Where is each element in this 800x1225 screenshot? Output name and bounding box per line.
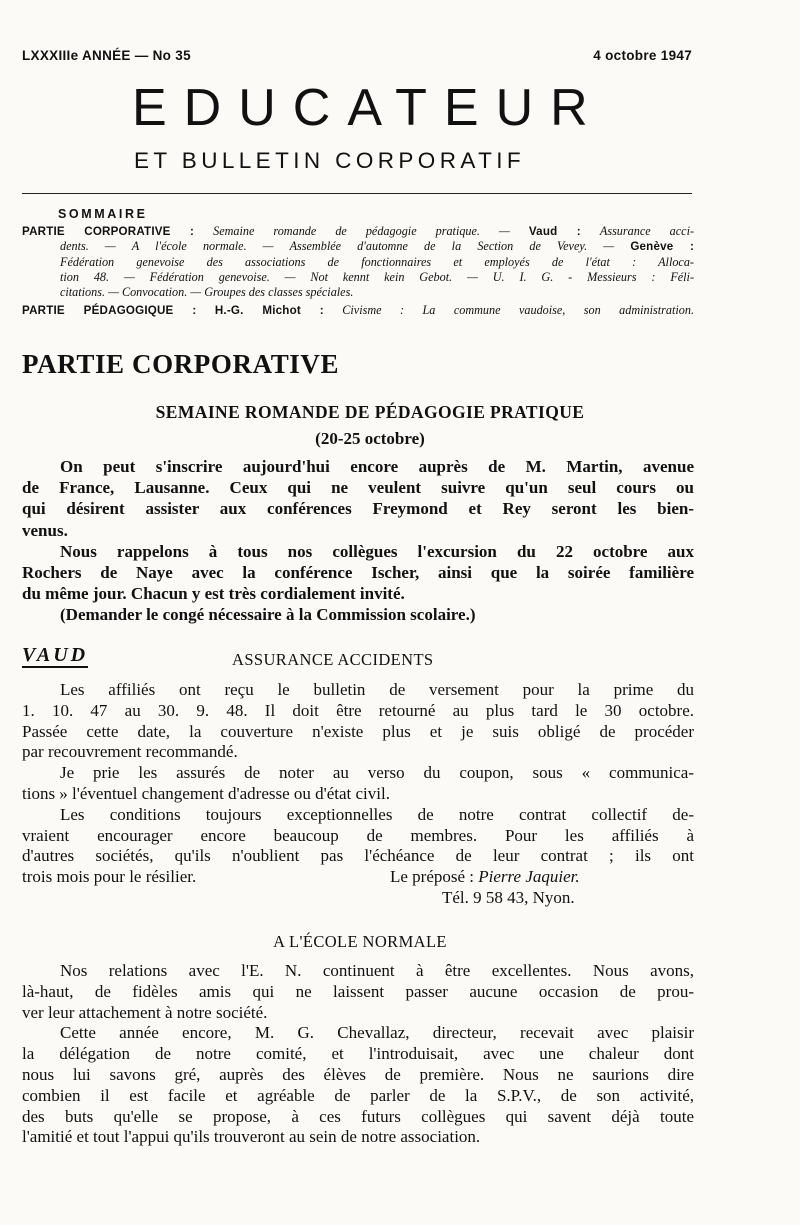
text-line: tions » l'éventuel changement d'adresse ou d'état civil. — [22, 783, 390, 803]
signature-label: Le préposé : — [390, 867, 475, 887]
text-line: la délégation de notre comité, et l'introduisait, avec une chaleur dont — [22, 1044, 694, 1064]
sommaire-text: Semaine romande de pédagogie pratique. — — [213, 224, 510, 238]
sommaire-text: Civisme : La commune vaudoise, son administration. — [342, 303, 695, 318]
sommaire-line — [22, 224, 694, 239]
text-line: d'autres sociétés, qu'ils n'oublient pas l'échéance de leur contrat ; ils ont — [22, 846, 694, 866]
sommaire-label-vaud: Vaud : — [528, 225, 581, 238]
text-line: ver leur attachement à notre société. — [22, 1002, 268, 1022]
assurance-body — [22, 680, 694, 909]
sommaire-line — [22, 239, 694, 254]
sommaire-heading: SOMMAIRE — [58, 207, 148, 221]
text-line: qui désirent assister aux conférences Freymond et Rey seront les bien- — [22, 499, 694, 519]
text-line: vraient encourager encore beaucoup de membres. Pour les affiliés à — [22, 825, 694, 845]
semaine-heading: SEMAINE ROMANDE DE PÉDAGOGIE PRATIQUE — [155, 402, 585, 422]
text-line: Je prie les assurés de noter au verso du coupon, sous « communica- — [60, 763, 694, 783]
text-line: Cette année encore, M. G. Chevallaz, directeur, recevait avec plaisir — [60, 1023, 694, 1043]
signature-phone: Tél. 9 58 43, Nyon. — [442, 887, 575, 907]
sommaire-text: citations. — Convocation. — Groupes des classes spéciales. — [60, 285, 354, 300]
sommaire-text: tion 48. — Fédération genevoise. — Not kennt kein Gebot. — U. I. G. - Messieurs : Féli- — [60, 269, 694, 284]
text-line: par recouvrement recommandé. — [22, 742, 238, 762]
text-line: Nos relations avec l'E. N. continuent à être excellentes. Nous avons, — [60, 961, 694, 980]
sommaire-label-corporative: PARTIE CORPORATIVE : — [22, 225, 195, 238]
issue-number: LXXXIIIe ANNÉE — No 35 — [22, 48, 191, 63]
text-line: On peut s'inscrire aujourd'hui encore auprès de M. Martin, avenue — [60, 457, 694, 476]
sommaire-text: dents. — A l'école normale. — Assemblée d'automne de la Section de Vevey. — — [60, 239, 615, 254]
text-line: de France, Lausanne. Ceux qui ne veulent suivre qu'un seul cours ou — [22, 478, 694, 498]
text-line: l'amitié et tout l'appui qu'ils trouveront au sein de notre association. — [22, 1127, 481, 1147]
sommaire-text: Fédération genevoise des associations de fonctionnaires et employés de l'état : Alloca- — [60, 254, 694, 269]
ecole-heading: A L'ÉCOLE NORMALE — [273, 932, 447, 951]
text-line: Passée cette date, la couverture n'existe plus et je suis obligé de procéder — [22, 721, 694, 741]
signature-name: Pierre Jaquier. — [478, 867, 580, 887]
sommaire-label-geneve: Genève : — [630, 240, 695, 254]
sommaire-line — [22, 285, 694, 300]
sommaire-list — [22, 224, 694, 319]
text-line: venus. — [22, 520, 68, 540]
section-vaud: VAUD — [22, 644, 89, 666]
text-line: (Demander le congé nécessaire à la Commission scolaire.) — [60, 605, 476, 625]
sommaire-line — [22, 303, 694, 318]
sommaire-line — [22, 255, 694, 270]
text-line: du même jour. Chacun y est très cordialement invité. — [22, 584, 405, 604]
semaine-body — [22, 456, 694, 626]
text-line: des buts qu'elle se propose, à ces futurs collègues qui savent déjà toute — [22, 1106, 694, 1126]
masthead-title: EDUCATEUR — [132, 79, 605, 137]
sommaire-author: H.-G. Michot : — [214, 304, 324, 318]
section-title-corporative: PARTIE CORPORATIVE — [22, 349, 340, 379]
masthead-rule — [22, 193, 692, 194]
text-line: combien il est facile et agréable de parler de la S.P.V., de son activité, — [22, 1085, 694, 1105]
sommaire-text: Assurance acci- — [599, 224, 695, 238]
text-line: trois mois pour le résilier. — [22, 867, 197, 887]
text-line: là-haut, de fidèles amis qui ne laissent passer aucune occasion de prou- — [22, 981, 694, 1001]
text-line: Nous rappelons à tous nos collègues l'excursion du 22 octobre aux — [60, 541, 694, 561]
assurance-heading: ASSURANCE ACCIDENTS — [232, 650, 434, 669]
text-line: nous lui savons gré, auprès des élèves de première. Nous ne saurions dire — [22, 1064, 694, 1084]
signature-line — [22, 867, 694, 888]
sommaire-label-pedagogique: PARTIE PÉDAGOGIQUE : — [22, 304, 197, 318]
ecole-body — [22, 961, 694, 1148]
text-line: 1. 10. 47 au 30. 9. 48. Il doit être retourné au plus tard le 30 octobre. — [22, 700, 694, 720]
text-line: Les conditions toujours exceptionnelles de notre contrat collectif de- — [60, 804, 694, 824]
sommaire-line — [22, 270, 694, 285]
masthead-subtitle: ET BULLETIN CORPORATIF — [134, 148, 526, 173]
semaine-dates: (20-25 octobre) — [315, 429, 425, 448]
issue-date: 4 octobre 1947 — [593, 48, 692, 63]
text-line: Les affiliés ont reçu le bulletin de versement pour la prime du — [60, 680, 694, 699]
text-line: Rochers de Naye avec la conférence Ischer, ainsi que la soirée familière — [22, 563, 694, 583]
